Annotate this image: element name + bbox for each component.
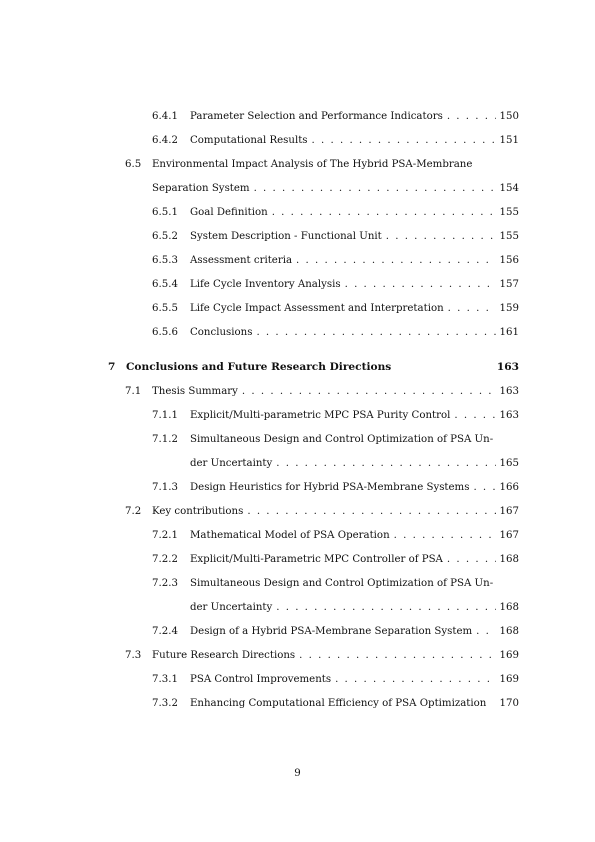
toc-entry-number: 6.5.4 [152, 279, 178, 290]
toc-entry-page: 163 [499, 410, 519, 421]
dot-leaders [299, 649, 495, 663]
toc-entry-title: Goal Definition [190, 207, 268, 218]
toc-entry-title: PSA Control Improvements [190, 674, 332, 685]
toc-entry-number: 7.2.3 [152, 578, 178, 589]
toc-entry-title: Explicit/Multi-Parametric MPC Controller of PSA [190, 554, 443, 565]
toc-entry-page: 151 [499, 135, 519, 146]
toc-entry [152, 409, 519, 423]
dot-leaders [272, 206, 496, 220]
toc-entry [190, 601, 519, 615]
toc-entry [152, 182, 519, 196]
toc-entry-number: 6.4.1 [152, 111, 178, 122]
dot-leaders [335, 673, 495, 687]
toc-entry-number: 6.5 [125, 159, 142, 170]
dot-leaders [394, 529, 496, 543]
dot-leaders [276, 601, 495, 615]
dot-leaders [276, 457, 495, 471]
toc-entry-page: 163 [499, 386, 519, 397]
toc-entry-title: Life Cycle Impact Assessment and Interpretation [190, 303, 444, 314]
toc-entry-title: Conclusions [190, 327, 253, 338]
toc-entry-number: 7.3.2 [152, 698, 178, 709]
toc-entry-number: 6.5.2 [152, 231, 178, 242]
dot-leaders [296, 254, 496, 268]
toc-entry-page: 154 [499, 183, 519, 194]
toc-entry-title: Explicit/Multi-parametric MPC PSA Purity Control [190, 410, 451, 421]
toc-entry [152, 673, 519, 687]
toc-entry-title: Enhancing Computational Efficiency of PSA Optimization [190, 698, 487, 709]
toc-entry [125, 385, 519, 399]
toc-entry-title: Simultaneous Design and Control Optimization of PSA Un- [190, 434, 494, 445]
toc-entry-page: 169 [499, 674, 519, 685]
toc-entry-page: 167 [499, 530, 519, 541]
toc-entry [152, 134, 519, 148]
toc-entry-title: Parameter Selection and Performance Indicators [190, 111, 443, 122]
toc-entry-number: 7.2.4 [152, 626, 178, 637]
dot-leaders [386, 230, 496, 244]
toc-entry-number: 6.4.2 [152, 135, 178, 146]
toc-entry-page: 155 [499, 207, 519, 218]
dot-leaders [448, 302, 496, 316]
dot-leaders [476, 625, 495, 639]
page-number: 9 [294, 768, 301, 779]
toc-entry [152, 577, 519, 591]
toc-entry-title: Computational Results [190, 135, 308, 146]
toc-entry-title: Conclusions and Future Research Directions [126, 361, 392, 373]
toc-entry-page: 167 [499, 506, 519, 517]
toc-entry-title: Life Cycle Inventory Analysis [190, 279, 341, 290]
toc-entry-number: 7.2.2 [152, 554, 178, 565]
toc-entry-number: 7 [108, 361, 116, 373]
dot-leaders [254, 182, 496, 196]
toc-entry [152, 481, 519, 495]
toc-entry-number: 6.5.1 [152, 207, 178, 218]
toc-entry-number: 6.5.3 [152, 255, 178, 266]
toc-entry-page: 168 [499, 554, 519, 565]
toc-entry-title: Mathematical Model of PSA Operation [190, 530, 390, 541]
toc-entry-number: 7.3.1 [152, 674, 178, 685]
toc-entry-title: Assessment criteria [190, 255, 293, 266]
toc-entry [152, 110, 519, 124]
toc-entry-title: Future Research Directions [152, 650, 296, 661]
toc-entry-number: 7.3 [125, 650, 142, 661]
toc-entry-number: 7.2.1 [152, 530, 178, 541]
toc-entry-title: der Uncertainty [190, 458, 273, 469]
toc-entry-title: Design of a Hybrid PSA-Membrane Separation System [190, 626, 473, 637]
dot-leaders [256, 326, 495, 340]
toc-entry-title: Separation System [152, 183, 250, 194]
dot-leaders [454, 409, 495, 423]
toc-entry-number: 7.1 [125, 386, 142, 397]
toc-entry-number: 7.1.2 [152, 434, 178, 445]
dot-leaders [345, 278, 496, 292]
toc-entry [152, 206, 519, 220]
toc-entry [152, 529, 519, 543]
toc-entry-title: Simultaneous Design and Control Optimization of PSA Un- [190, 578, 494, 589]
dot-leaders [473, 481, 495, 495]
toc-entry-page: 161 [499, 327, 519, 338]
toc-entry-number: 7.2 [125, 506, 142, 517]
toc-entry [152, 302, 519, 316]
toc-entry-title: Key contributions [152, 506, 244, 517]
dot-leaders [312, 134, 496, 148]
dot-leaders [447, 110, 496, 124]
toc-entry-number: 6.5.6 [152, 327, 178, 338]
toc-entry [152, 433, 519, 447]
toc-entry-page: 168 [499, 626, 519, 637]
toc-entry [152, 553, 519, 567]
toc-entry-number: 7.1.3 [152, 482, 178, 493]
toc-entry-page: 168 [499, 602, 519, 613]
toc-chapter-entry [108, 360, 519, 374]
toc-entry [152, 278, 519, 292]
toc-entry-page: 166 [499, 482, 519, 493]
toc-entry-number: 7.1.1 [152, 410, 178, 421]
toc-entry [152, 230, 519, 244]
toc-entry-page: 159 [499, 303, 519, 314]
toc-entry-page: 170 [499, 698, 519, 709]
toc-entry-title: Environmental Impact Analysis of The Hybrid PSA-Membrane [152, 159, 473, 170]
toc-entry [125, 158, 519, 172]
dot-leaders [447, 553, 496, 567]
toc-entry-title: Design Heuristics for Hybrid PSA-Membrane Systems [190, 482, 470, 493]
toc-entry-title: System Description - Functional Unit [190, 231, 382, 242]
toc-entry [152, 254, 519, 268]
toc-entry-number: 6.5.5 [152, 303, 178, 314]
toc-entry-page: 156 [499, 255, 519, 266]
dot-leaders [242, 385, 496, 399]
toc-entry-page: 165 [499, 458, 519, 469]
toc-entry [125, 649, 519, 663]
toc-entry [125, 505, 519, 519]
toc-entry [152, 697, 519, 711]
toc-entry-page: 163 [496, 361, 519, 373]
toc-entry [152, 625, 519, 639]
dot-leaders [247, 505, 495, 519]
toc-entry-title: der Uncertainty [190, 602, 273, 613]
toc-entry [190, 457, 519, 471]
toc-entry [152, 326, 519, 340]
toc-entry-title: Thesis Summary [152, 386, 238, 397]
toc-entry-page: 169 [499, 650, 519, 661]
toc-entry-page: 150 [499, 111, 519, 122]
toc-entry-page: 155 [499, 231, 519, 242]
toc-entry-page: 157 [499, 279, 519, 290]
